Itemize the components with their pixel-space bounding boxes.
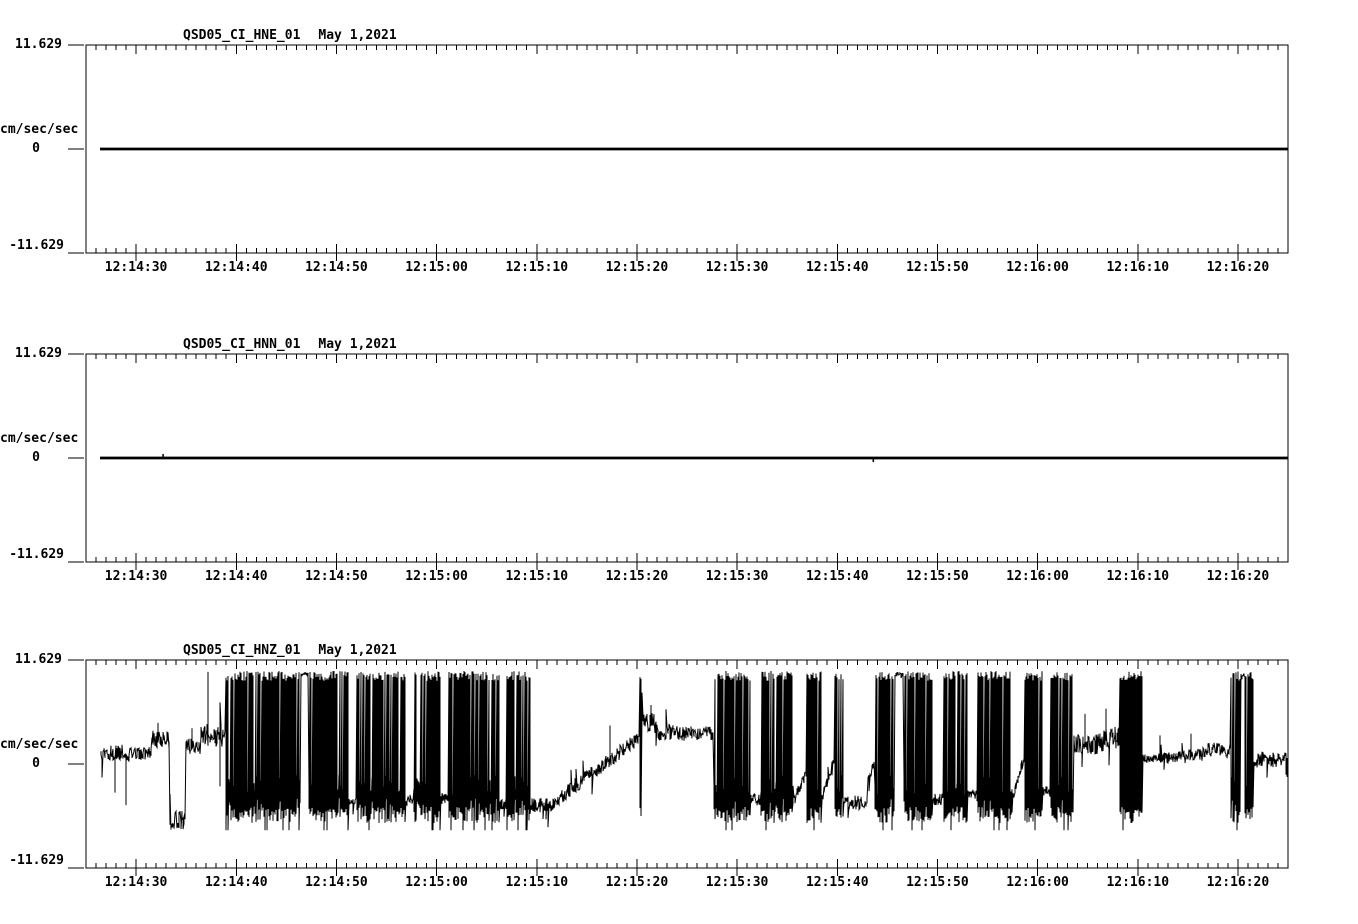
x-tick-label: 12:16:20 bbox=[1206, 875, 1270, 890]
y-axis-min-label: -11.629 bbox=[9, 853, 64, 868]
x-tick-label: 12:15:30 bbox=[705, 875, 769, 890]
x-tick-label: 12:15:40 bbox=[805, 569, 869, 584]
x-tick-label: 12:16:00 bbox=[1006, 875, 1069, 890]
x-tick-label: 12:16:10 bbox=[1106, 569, 1170, 584]
station-label: QSD05_CI_HNN_01 bbox=[183, 337, 301, 352]
x-tick-label: 12:15:40 bbox=[805, 260, 869, 275]
x-tick-label: 12:14:40 bbox=[204, 569, 268, 584]
x-tick-label: 12:16:20 bbox=[1206, 260, 1270, 275]
x-tick-label: 12:15:50 bbox=[906, 569, 969, 584]
seismogram-plot-hnn bbox=[60, 349, 1310, 589]
y-axis-max-label: 11.629 bbox=[15, 652, 62, 667]
x-tick-label: 12:14:30 bbox=[104, 260, 168, 275]
x-tick-label: 12:15:10 bbox=[505, 569, 569, 584]
x-tick-label: 12:15:00 bbox=[405, 260, 468, 275]
seismogram-plot-hnz bbox=[60, 655, 1310, 895]
x-tick-label: 12:15:20 bbox=[605, 260, 669, 275]
y-axis-unit-label: cm/sec/sec bbox=[0, 122, 79, 137]
x-tick-label: 12:15:50 bbox=[906, 260, 969, 275]
x-tick-label: 12:15:00 bbox=[405, 875, 468, 890]
date-label: May 1,2021 bbox=[318, 643, 397, 658]
x-tick-label: 12:14:50 bbox=[305, 569, 368, 584]
date-label: May 1,2021 bbox=[318, 337, 397, 352]
y-axis-zero-label: 0 bbox=[32, 756, 40, 771]
x-tick-label: 12:15:40 bbox=[805, 875, 869, 890]
x-tick-label: 12:16:20 bbox=[1206, 569, 1270, 584]
x-tick-label: 12:14:30 bbox=[104, 875, 168, 890]
x-tick-label: 12:15:30 bbox=[705, 260, 769, 275]
y-axis-min-label: -11.629 bbox=[9, 547, 64, 562]
x-tick-label: 12:16:00 bbox=[1006, 260, 1069, 275]
x-tick-label: 12:15:30 bbox=[705, 569, 769, 584]
panel-hnz bbox=[0, 615, 1358, 920]
panel-hnn bbox=[0, 309, 1358, 614]
x-tick-label: 12:14:40 bbox=[204, 875, 268, 890]
x-tick-label: 12:14:40 bbox=[204, 260, 268, 275]
panel-hne bbox=[0, 0, 1358, 305]
x-tick-label: 12:16:00 bbox=[1006, 569, 1069, 584]
date-label: May 1,2021 bbox=[318, 28, 397, 43]
y-axis-max-label: 11.629 bbox=[15, 346, 62, 361]
y-axis-min-label: -11.629 bbox=[9, 238, 64, 253]
seismogram-plot-hne bbox=[60, 40, 1310, 280]
x-tick-label: 12:16:10 bbox=[1106, 875, 1170, 890]
x-tick-label: 12:16:10 bbox=[1106, 260, 1170, 275]
x-tick-label: 12:14:50 bbox=[305, 260, 368, 275]
x-tick-label: 12:15:20 bbox=[605, 569, 669, 584]
x-tick-label: 12:15:20 bbox=[605, 875, 669, 890]
x-tick-label: 12:15:10 bbox=[505, 260, 569, 275]
y-axis-zero-label: 0 bbox=[32, 450, 40, 465]
y-axis-unit-label: cm/sec/sec bbox=[0, 431, 79, 446]
x-tick-label: 12:15:50 bbox=[906, 875, 969, 890]
station-label: QSD05_CI_HNZ_01 bbox=[183, 643, 301, 658]
x-tick-label: 12:15:00 bbox=[405, 569, 468, 584]
x-tick-label: 12:14:50 bbox=[305, 875, 368, 890]
station-label: QSD05_CI_HNE_01 bbox=[183, 28, 301, 43]
y-axis-max-label: 11.629 bbox=[15, 37, 62, 52]
y-axis-zero-label: 0 bbox=[32, 141, 40, 156]
x-tick-label: 12:15:10 bbox=[505, 875, 569, 890]
y-axis-unit-label: cm/sec/sec bbox=[0, 737, 79, 752]
x-tick-label: 12:14:30 bbox=[104, 569, 168, 584]
